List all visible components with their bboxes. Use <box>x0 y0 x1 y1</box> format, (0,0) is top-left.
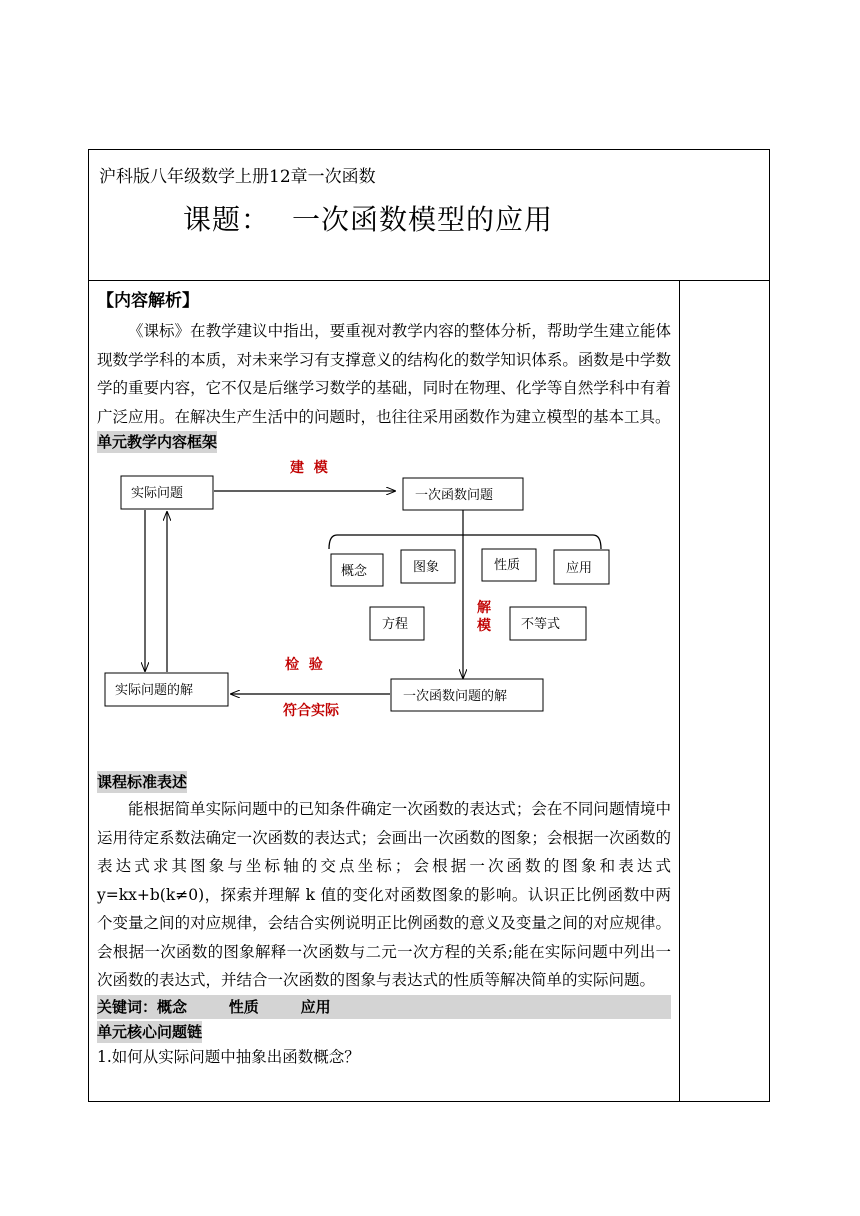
content-cell <box>97 289 671 1069</box>
framework-diagram-svg <box>97 453 671 771</box>
label-equation: 方程 <box>382 617 409 632</box>
framework-heading: 单元教学内容框架 <box>97 433 218 451</box>
label-application: 应用 <box>566 561 593 576</box>
label-graph: 图象 <box>413 560 440 575</box>
title-prefix: 课题： <box>183 203 271 236</box>
label-property: 性质 <box>494 558 521 573</box>
label-real-solution: 实际问题的解 <box>115 683 194 698</box>
label-fit-reality: 符合实际 <box>283 703 339 719</box>
header-divider <box>89 280 769 281</box>
intro-paragraph: 《课标》在教学建议中指出，要重视对教学内容的整体分析，帮助学生建立能体现数学学科的本质，对未来学习有支撑意义的结构化的数学知识体系。函数是中学数学的重要内容，它不仅是后继学习数学的基础，同时在物理、化学等自然学科中有着广泛应用。在解决生产生活中的问题时，也往往采用函数作为建立模型的基本工具。 <box>97 322 671 426</box>
label-modeling: 建 模 <box>290 460 328 476</box>
lesson-title <box>183 198 553 238</box>
label-solve-1: 解 <box>477 600 491 616</box>
label-check: 检 验 <box>285 657 323 673</box>
label-linear-solution: 一次函数问题的解 <box>403 689 508 704</box>
label-real-problem: 实际问题 <box>131 486 184 501</box>
label-linear-problem: 一次函数问题 <box>415 488 494 503</box>
category-brace <box>329 535 601 549</box>
label-concept: 概念 <box>341 564 368 579</box>
chain-item-1: 1.如何从实际问题中抽象出函数概念？ <box>97 1047 360 1066</box>
label-solve-2: 模 <box>477 618 491 634</box>
label-inequality: 不等式 <box>521 617 561 632</box>
keyword-property: 性质 <box>228 997 259 1016</box>
keywords-row <box>97 995 671 1019</box>
content-analysis-heading: 【内容解析】 <box>97 291 199 311</box>
notes-column-divider <box>679 280 680 1101</box>
keywords-label: 关键词：概念 <box>97 997 188 1016</box>
title-main: 一次函数模型的应用 <box>292 203 554 236</box>
chain-heading: 单元核心问题链 <box>97 1022 203 1041</box>
keyword-application: 应用 <box>300 997 331 1016</box>
course-subtitle: 沪科版八年级数学上册12章一次函数 <box>99 167 376 187</box>
standard-heading: 课程标准表述 <box>97 773 188 791</box>
framework-diagram <box>97 453 671 771</box>
standard-paragraph: 能根据简单实际问题中的已知条件确定一次函数的表达式；会在不同问题情境中运用待定系数法确定一次函数的表达式；会画出一次函数的图象；会根据一次函数的表达式求其图象与坐标轴的交点坐标；会根据一次函数的图象和表达式 y=kx+b(k≠0)，探索并理解 k 值的变化对函数图象的影响。认识正比例函数中两个变量之间的对应规律，会结合实例说明正比例函数的意义及变量之间的对应规律。会根据一次函数的图象解释一次函数与二元一次方程的关系;能在实际问题中列出一次函数的表达式，并结合一次函数的图象与表达式的性质等解决简单的实际问题。 <box>97 800 671 989</box>
